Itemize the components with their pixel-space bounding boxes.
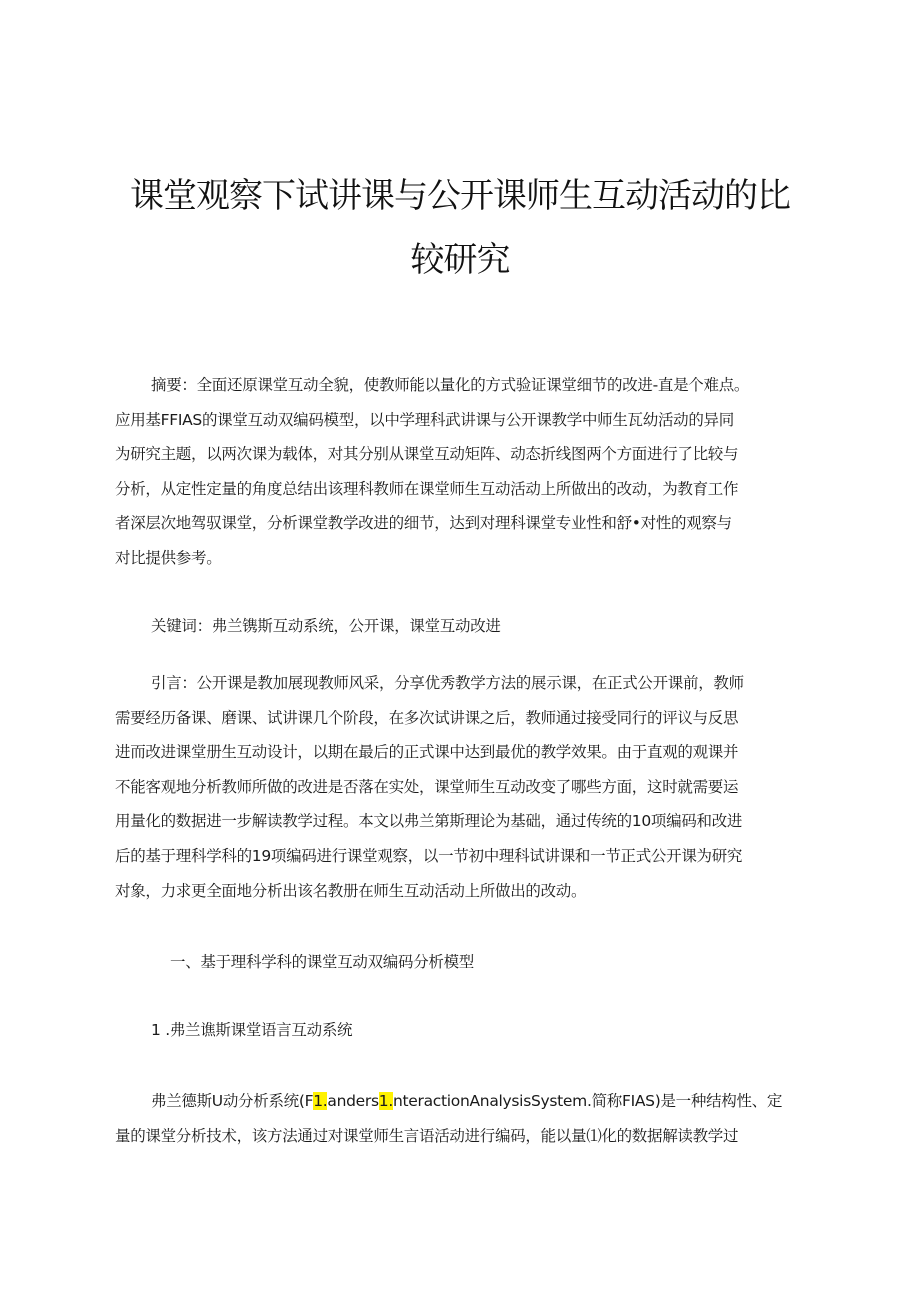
intro-line: 引言：公开课是教加展现教师风采，分享优秀教学方法的展示课，在正式公开课前，教师 [151, 674, 744, 692]
body-text: 弗兰德斯U动分析系统(F [151, 1092, 314, 1110]
highlighted-text: 1. [313, 1092, 328, 1110]
body-text: nteractionAna​lysisSystem.简称FIAS)是一种结构性、定 [392, 1092, 783, 1110]
intro-line: 对象，力求更全面地分析出该名教册在师生互动活动上所做出的改动。 [115, 881, 587, 900]
section-heading: 一、基于理科学科的课堂互动双编码分析模型 [170, 953, 475, 971]
intro-line: 需要经历备课、磨课、试讲课几个阶段，在多次试讲课之后，教师通过接受同行的评议与反思 [115, 708, 739, 727]
abstract-line: 应用基FFIAS的课堂互动双编码模型，以中学理科武讲课与公开课教学中师生瓦幼活动的异同 [115, 410, 734, 429]
abstract-line: 对比提供参考。 [115, 548, 222, 567]
abstract-line: 为研究主题，以两次课为载体，对其分别从课堂互动矩阵、动态折线图两个方面进行了比较与 [115, 445, 739, 464]
abstract-paragraph [115, 368, 815, 576]
body-paragraph [115, 1084, 815, 1153]
keywords-line: 关键词：弗兰镌斯互动系统，公开课，课堂互动改进 [151, 617, 501, 635]
abstract-line: 摘要：全面还原课堂互动全貌，使教师能以量化的方式验证课堂细节的改进-直是个难点。 [151, 376, 750, 394]
body-line: 量的课堂分析技术，该方法通过对课堂师生言语活动进行编码，能以量⑴化的数据解读教学过 [115, 1126, 739, 1145]
introduction-paragraph [115, 666, 815, 908]
intro-line: 进而改进课堂册生互动设计，以期在最后的正式课中达到最优的教学效果。由于直观的观课并 [115, 743, 739, 762]
highlighted-text: 1. [378, 1092, 393, 1110]
abstract-line: 分析，从定性定量的角度总结出该理科教师在课堂师生互动活动上所做出的改动，为教育工作 [115, 479, 739, 498]
intro-line: 不能客观地分析教师所做的改进是否落在实处，课堂师生互动改变了哪些方面，这时就需要运 [115, 777, 739, 796]
abstract-line: 者深层次地驾驭课堂，分析课堂教学改进的细节，达到对理科课堂专业性和舒•对性的观察与 [115, 514, 732, 533]
intro-line: 后的基于理科学科的19项编码进行课堂观察，以一节初中理科试讲课和一节正式公开课为研究 [115, 846, 743, 865]
paper-title-line-1: 课堂观察下试讲课与公开课师生互动活动的比 [130, 176, 790, 216]
intro-line: 用量化的数据进一步解读教学过程。本文以弗兰第斯理论为基础，通过传统的10项编码和改进 [115, 812, 743, 831]
subsection-heading: 1 .弗兰谯斯课堂语言互动系统 [151, 1021, 353, 1039]
body-text: anders [327, 1092, 379, 1110]
body-line [115, 1084, 815, 1119]
paper-title-line-2: 较研究 [410, 240, 510, 280]
